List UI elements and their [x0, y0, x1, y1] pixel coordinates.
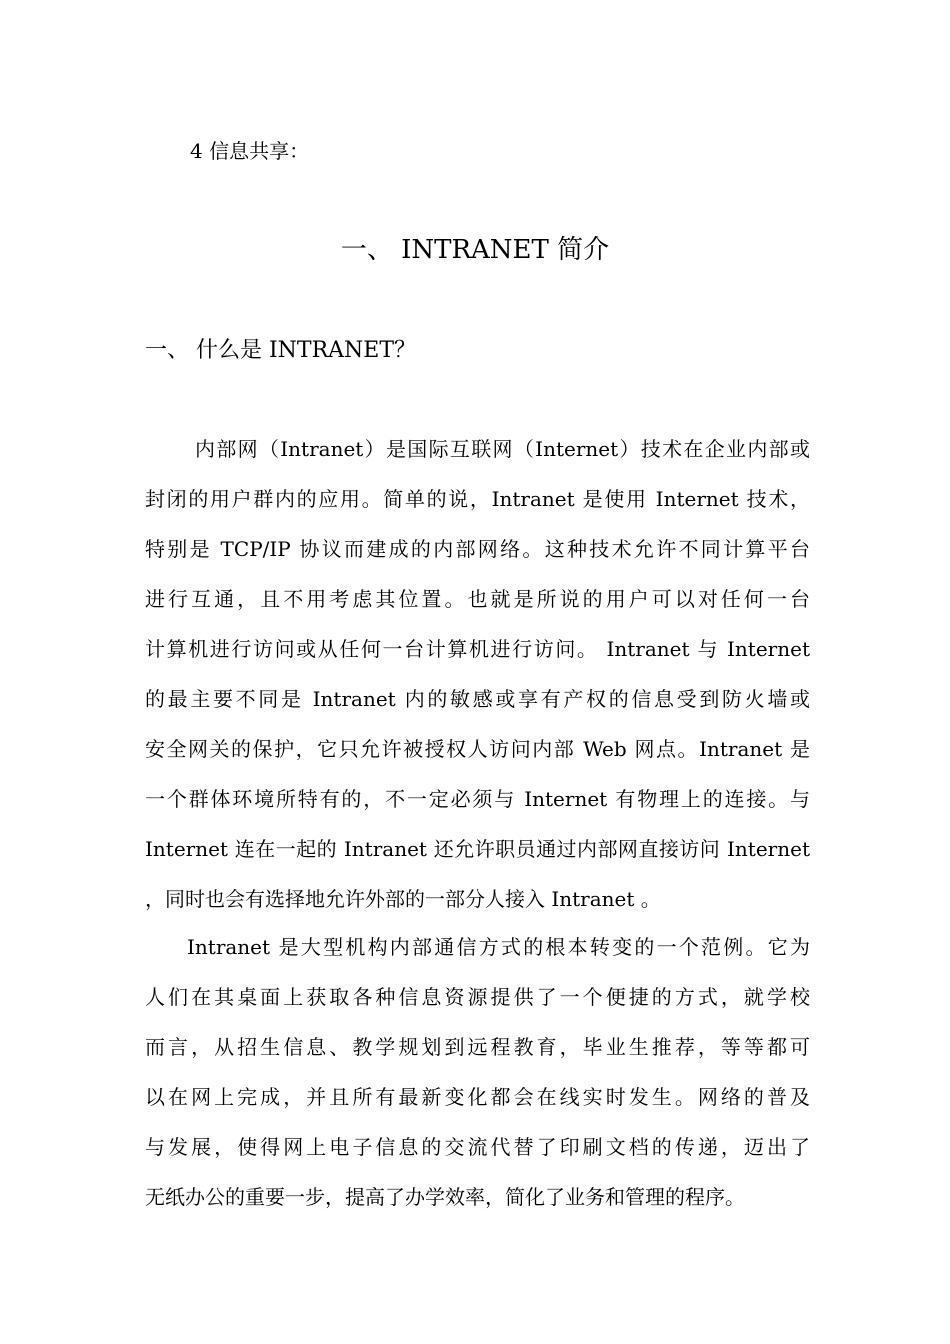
paragraph-line: 无纸办公的重要一步，提高了办学效率，简化了业务和管理的程序。: [145, 1185, 745, 1209]
paragraph-line: 进行互通，且不用考虑其位置。也就是所说的用户可以对任何一台: [145, 587, 810, 611]
paragraph-line: 以在网上完成，并且所有最新变化都会在线实时发生。网络的普及: [145, 1085, 810, 1109]
paragraph-line: 封闭的用户群内的应用。简单的说，Intranet 是使用 Internet 技术，: [145, 487, 810, 511]
paragraph-line: ，同时也会有选择地允许外部的一部分人接入 Intranet 。: [145, 887, 661, 911]
paragraph-line: 而言，从招生信息、教学规划到远程教育，毕业生推荐，等等都可: [145, 1035, 810, 1059]
paragraph-line: 特别是 TCP/IP 协议而建成的内部网络。这种技术允许不同计算平台: [145, 537, 810, 561]
paragraph-line: 内部网（Intranet）是国际互联网（Internet）技术在企业内部或: [195, 437, 810, 461]
section-title: 一、 什么是 INTRANET？: [145, 338, 417, 363]
info-sharing-heading: 4 信息共享：: [190, 139, 310, 163]
paragraph-line: 人们在其桌面上获取各种信息资源提供了一个便捷的方式，就学校: [145, 985, 810, 1009]
paragraph-intranet-example: [145, 922, 810, 1222]
paragraph-line: 与发展，使得网上电子信息的交流代替了印刷文档的传递，迈出了: [145, 1135, 810, 1159]
chapter-title: 一、 INTRANET 简介: [340, 235, 610, 265]
paragraph-line: 的最主要不同是 Intranet 内的敏感或享有产权的信息受到防火墙或: [145, 687, 810, 711]
paragraph-line: 计算机进行访问或从任何一台计算机进行访问。 Intranet 与 Internet: [145, 637, 810, 661]
paragraph-line: Intranet 是大型机构内部通信方式的根本转变的一个范例。它为: [187, 935, 810, 959]
paragraph-line: Internet 连在一起的 Intranet 还允许职员通过内部网直接访问 Internet: [145, 837, 810, 861]
paragraph-line: 一个群体环境所特有的，不一定必须与 Internet 有物理上的连接。与: [145, 787, 810, 811]
paragraph-line: 安全网关的保护，它只允许被授权人访问内部 Web 网点。Intranet 是: [145, 737, 810, 761]
paragraph-intranet-definition: [145, 424, 810, 924]
